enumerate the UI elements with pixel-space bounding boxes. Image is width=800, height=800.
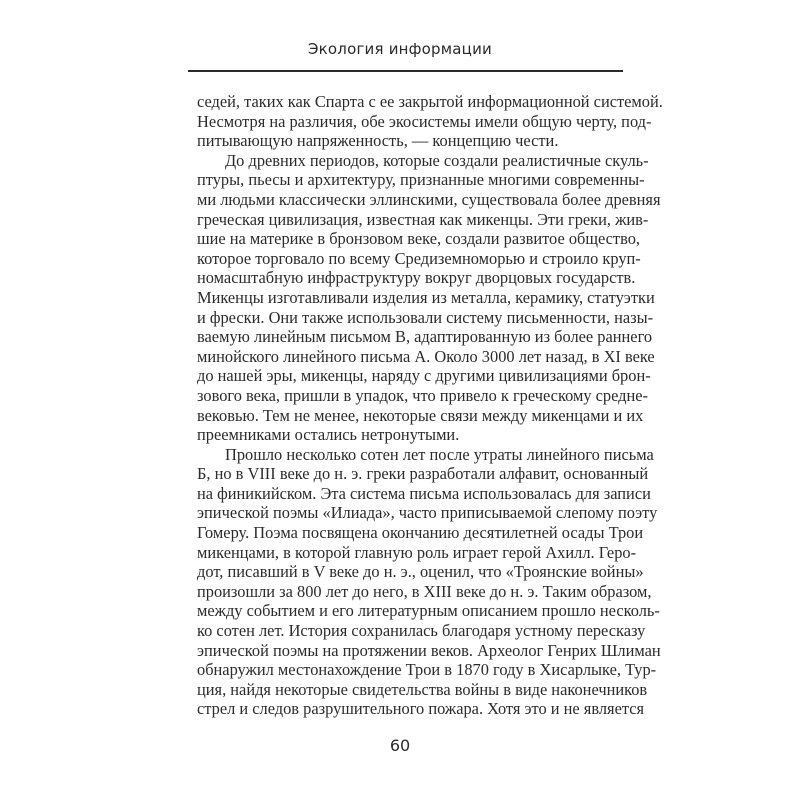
text-line: Б, но в VIII веке до н. э. греки разработали алфавит, основанный: [197, 464, 649, 484]
text-line: ко сотен лет. История сохранилась благодаря устному пересказу: [197, 621, 646, 641]
text-line: на финикийском. Эта система письма использовалась для записи: [197, 483, 651, 503]
text-line: шие на материке в бронзовом веке, создали развитое общество,: [197, 229, 641, 249]
text-line: обнаружил местонахождение Трои в 1870 году в Хисарлыке, Тур-: [197, 660, 657, 680]
text-line: вековью. Тем не менее, некоторые связи между микенцами и их: [197, 405, 644, 425]
text-line: и фрески. Они также использовали систему письменности, назы-: [197, 307, 654, 327]
text-line: ваемую линейным письмом B, адаптированную из более раннего: [197, 327, 653, 347]
text-line: стрел и следов разрушительного пожара. Хотя это и не является: [197, 699, 645, 719]
text-line: греческая цивилизация, известная как микенцы. Эти греки, жив-: [197, 209, 649, 229]
text-line: минойского линейного письма A. Около 3000 лет назад, в XI веке: [197, 346, 655, 366]
text-line: птуры, пьесы и архитектуру, признанные многими современны-: [197, 170, 645, 190]
text-line: до нашей эры, микенцы, наряду с другими цивилизациями брон-: [197, 366, 651, 386]
text-line: Несмотря на различия, обе экосистемы имели общую черту, под-: [197, 111, 652, 131]
text-line: которое торговало по всему Средиземноморью и строило круп-: [197, 248, 641, 268]
text-line: произошли за 800 лет до него, в XIII веке до н. э. Таким образом,: [197, 581, 652, 601]
text-line: питывающую напряженность, — концепцию чести.: [197, 131, 559, 151]
text-line: эпической поэмы на протяжении веков. Археолог Генрих Шлиман: [197, 640, 661, 660]
text-line: седей, таких как Спарта с ее закрытой информационной системой.: [197, 92, 663, 111]
text-line: между событием и его литературным описанием прошло несколь-: [197, 601, 660, 621]
text-line: Прошло несколько сотен лет после утраты линейного письма: [225, 444, 654, 464]
text-line: номасштабную инфраструктуру вокруг дворцовых государств.: [197, 268, 636, 288]
text-line: ми людьми классически эллинскими, существовала более древняя: [197, 189, 661, 209]
text-line: Микенцы изготавливали изделия из металла, керамику, статуэтки: [197, 287, 655, 307]
text-line: микенцами, в которой главную роль играет герой Ахилл. Геро-: [197, 542, 637, 562]
text-line: эпической поэмы «Илиада», часто приписываемой слепому поэту: [197, 503, 658, 523]
text-line: преемниками остались нетронутыми.: [197, 425, 460, 445]
text-line: ция, найдя некоторые свидетельства войны в виде наконечников: [197, 679, 648, 699]
running-head-title: Экология информации: [308, 40, 492, 58]
header-rule: [188, 70, 623, 72]
page-number: 60: [389, 736, 411, 755]
text-line: Гомеру. Поэма посвящена окончанию десятилетней осады Трои: [197, 523, 644, 543]
body-text: [197, 92, 663, 719]
text-line: До древних периодов, которые создали реалистичные скуль-: [225, 150, 649, 170]
text-line: зового века, пришли в упадок, что привело к греческому средне-: [197, 385, 648, 405]
text-line: дот, писавший в V веке до н. э., оценил, что «Троянские войны»: [197, 562, 644, 582]
